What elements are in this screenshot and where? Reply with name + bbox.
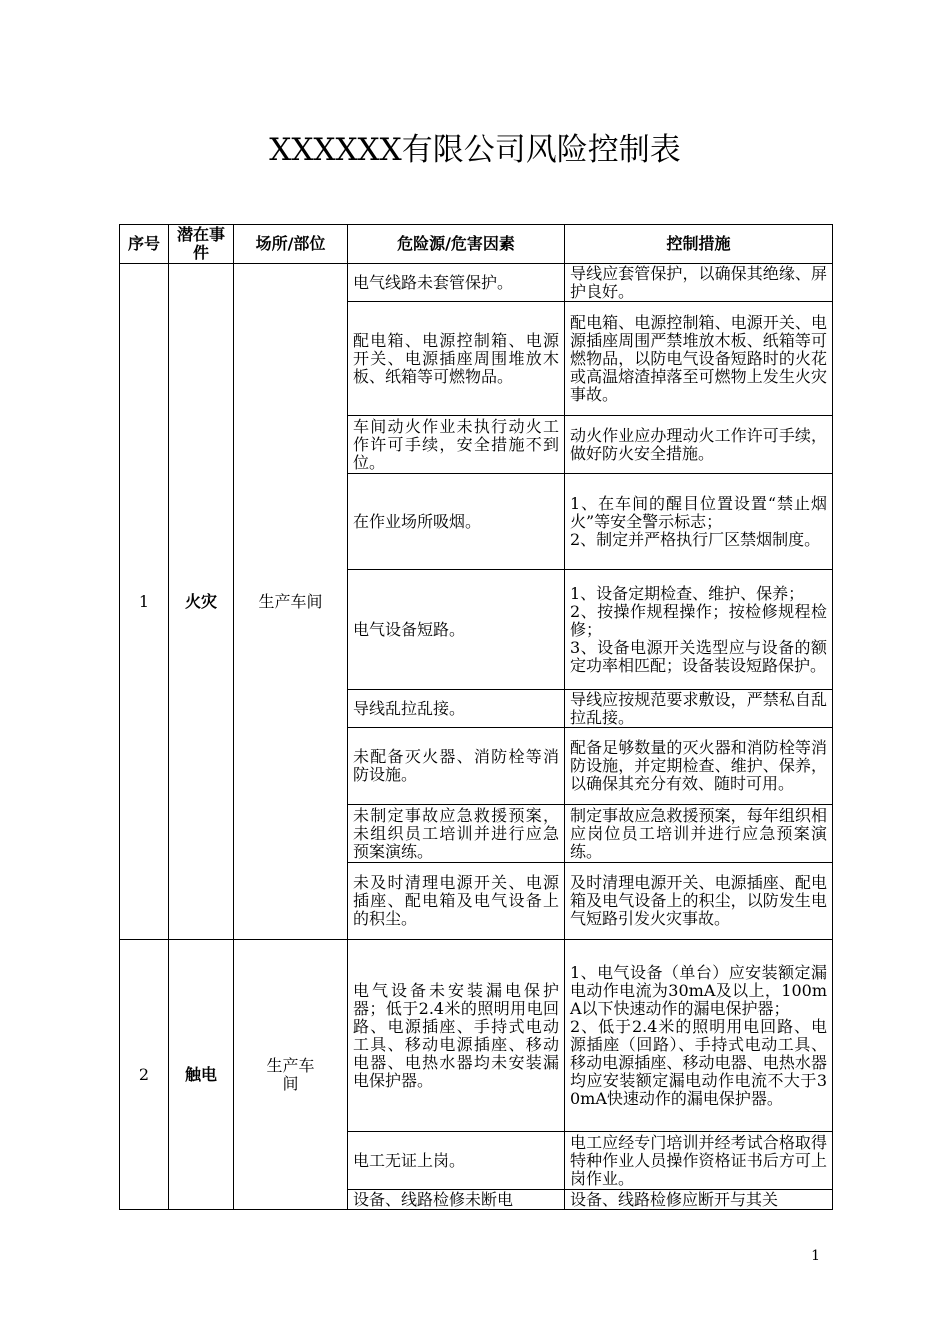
measure-line: 1、在车间的醒目位置设置“禁止烟火”等安全警示标志；	[570, 493, 827, 531]
hazard-cell: 车间动火作业未执行动火工作许可手续，安全措施不到位。	[348, 416, 565, 474]
group-2-seq: 2	[120, 940, 169, 1210]
measure-cell: 电工应经专门培训并经考试合格取得特种作业人员操作资格证书后方可上岗作业。	[565, 1132, 833, 1190]
group-2-event: 触电	[169, 940, 234, 1210]
header-event: 潜在事件	[169, 225, 234, 264]
document-title: XXXXXX有限公司风险控制表	[269, 132, 681, 168]
measure-cell: 及时清理电源开关、电源插座、配电箱及电气设备上的积尘，以防发生电气短路引发火灾事故。	[565, 863, 833, 940]
hazard-cell: 电气线路未套管保护。	[348, 264, 565, 302]
measure-cell: 导线应按规范要求敷设，严禁私自乱拉乱接。	[565, 690, 833, 728]
header-measure: 控制措施	[565, 225, 833, 264]
measure-cell	[565, 940, 833, 1132]
hazard-cell: 电工无证上岗。	[348, 1132, 565, 1190]
measure-cell: 动火作业应办理动火工作许可手续，做好防火安全措施。	[565, 416, 833, 474]
group-1-seq: 1	[120, 264, 169, 940]
measure-cell: 配电箱、电源控制箱、电源开关、电源插座周围严禁堆放木板、纸箱等可燃物品，以防电气设备短路时的火花或高温熔渣掉落至可燃物上发生火灾事故。	[565, 302, 833, 416]
hazard-cell: 在作业场所吸烟。	[348, 474, 565, 570]
hazard-cell: 未及时清理电源开关、电源插座、配电箱及电气设备上的积尘。	[348, 863, 565, 940]
measure-cell: 配备足够数量的灭火器和消防栓等消防设施，并定期检查、维护、保养，以确保其充分有效、随时可用。	[565, 728, 833, 805]
hazard-cell: 未制定事故应急救援预案，未组织员工培训并进行应急预案演练。	[348, 805, 565, 863]
hazard-cell: 未配备灭火器、消防栓等消防设施。	[348, 728, 565, 805]
group-2-location: 生产车间	[234, 940, 348, 1210]
table-header-row	[120, 225, 833, 264]
hazard-cell: 电气设备短路。	[348, 570, 565, 690]
risk-control-table	[119, 224, 833, 1210]
hazard-cell: 设备、线路检修未断电	[348, 1190, 565, 1210]
page-number: 1	[811, 1248, 820, 1264]
measure-cell: 导线应套管保护，以确保其绝缘、屏护良好。	[565, 264, 833, 302]
measure-line: 1、设备定期检查、维护、保养；	[570, 583, 805, 603]
group-1-event: 火灾	[169, 264, 234, 940]
measure-cell	[565, 474, 833, 570]
hazard-cell: 导线乱拉乱接。	[348, 690, 565, 728]
group-1-location: 生产车间	[234, 264, 348, 940]
measure-cell: 设备、线路检修应断开与其关	[565, 1190, 833, 1210]
measure-line: 2、制定并严格执行厂区禁烟制度。	[570, 529, 821, 549]
measure-line: 1、电气设备（单台）应安装额定漏电动作电流为30mA及以上，100mA以下快速动作的漏电保护器；	[570, 962, 827, 1018]
header-location: 场所/部位	[234, 225, 348, 264]
header-hazard: 危险源/危害因素	[348, 225, 565, 264]
measure-line: 2、按操作规程操作；按检修规程检修；	[570, 601, 827, 639]
measure-line: 2、低于2.4米的照明用电回路、电源插座（回路）、手持式电动工具、移动电源插座、移动电器、电热水器均应安装额定漏电动作电流不大于30mA快速动作的漏电保护器。	[570, 1016, 827, 1108]
table-row	[120, 940, 833, 1132]
measure-cell: 制定事故应急救援预案，每年组织相应岗位员工培训并进行应急预案演练。	[565, 805, 833, 863]
hazard-cell: 配电箱、电源控制箱、电源开关、电源插座周围堆放木板、纸箱等可燃物品。	[348, 302, 565, 416]
header-seq: 序号	[120, 225, 169, 264]
table-row	[120, 264, 833, 302]
hazard-cell: 电气设备未安装漏电保护器；低于2.4米的照明用电回路、电源插座、手持式电动工具、移动电源插座、移动电器、电热水器均未安装漏电保护器。	[348, 940, 565, 1132]
measure-line: 3、设备电源开关选型应与设备的额定功率相匹配；设备装设短路保护。	[570, 637, 827, 675]
measure-cell	[565, 570, 833, 690]
